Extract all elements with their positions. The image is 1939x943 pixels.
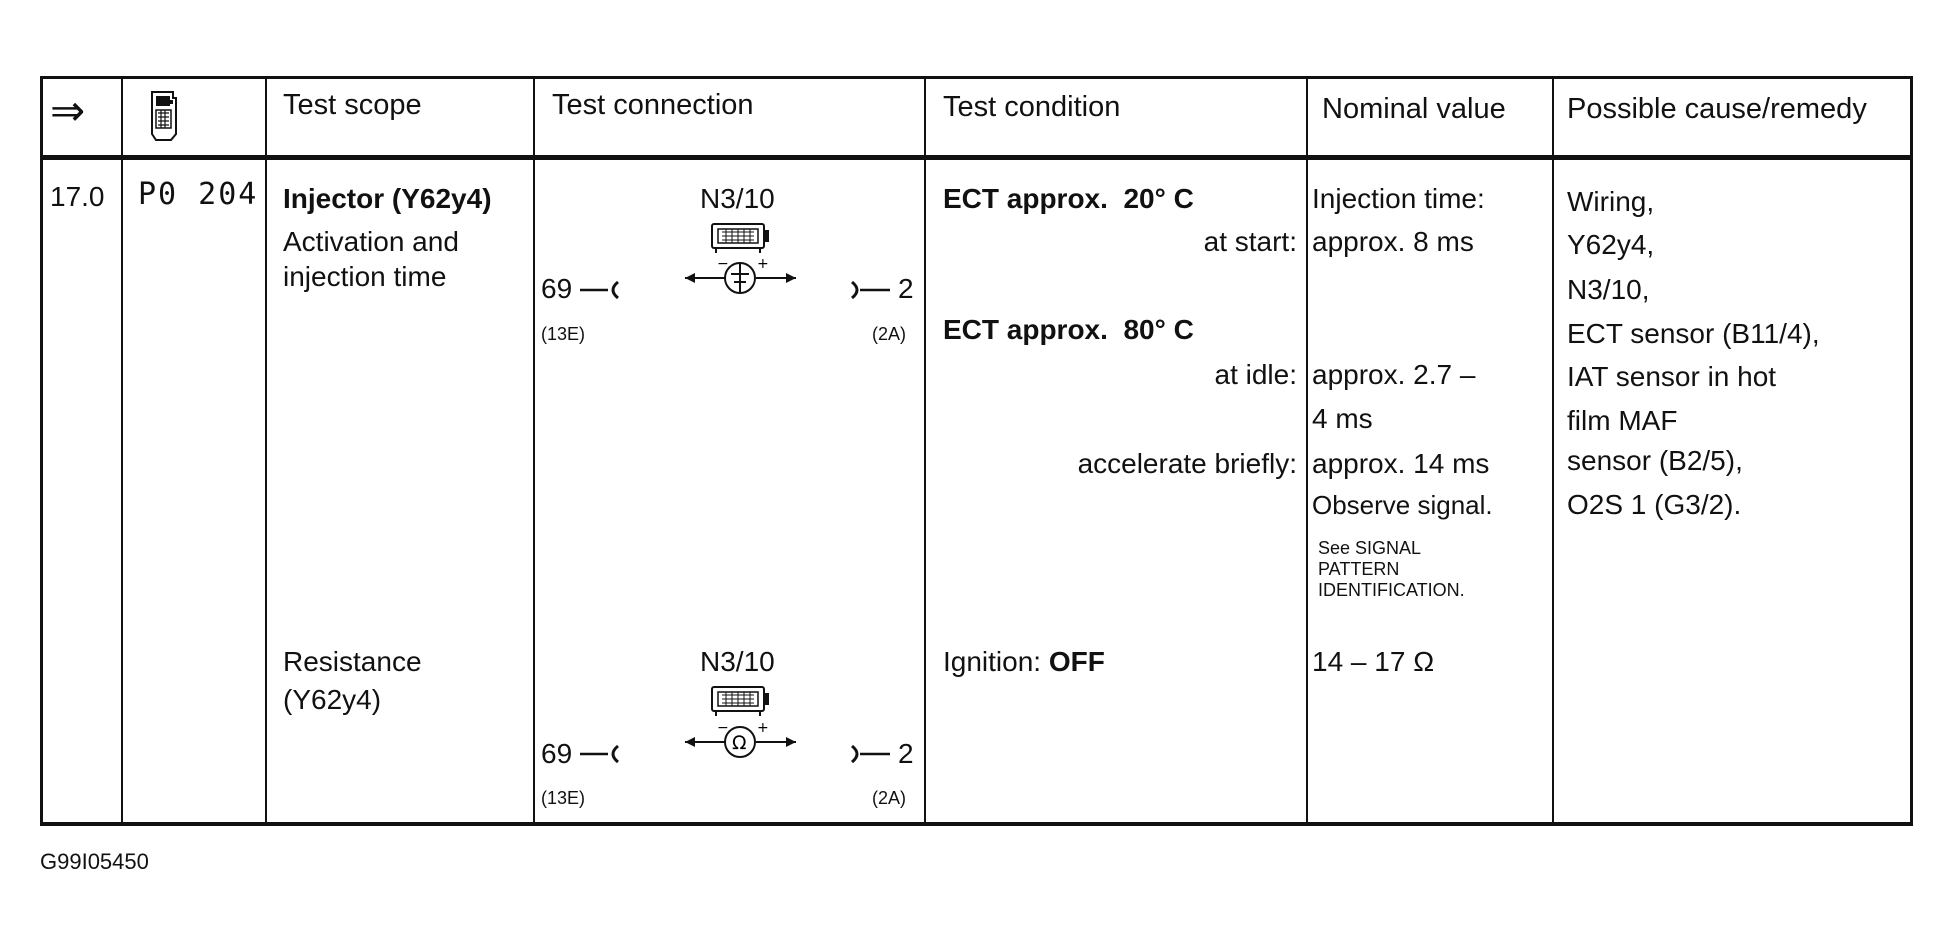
scope-line: Activation and bbox=[283, 226, 459, 257]
condition-ignition bbox=[943, 645, 1105, 679]
remedy-item: film MAF bbox=[1567, 405, 1678, 436]
arrow-header: ⇒ bbox=[50, 87, 86, 134]
scope-line: injection time bbox=[283, 261, 447, 292]
svg-text:+: + bbox=[757, 720, 769, 736]
condition-at-start: at start: bbox=[1203, 226, 1297, 257]
ignition-value: OFF bbox=[1048, 646, 1105, 677]
column-divider bbox=[121, 76, 123, 826]
header-test-scope: Test scope bbox=[283, 89, 422, 121]
condition-accelerate: accelerate briefly: bbox=[1077, 448, 1297, 479]
scope-resistance-sub: (Y62y4) bbox=[283, 684, 382, 715]
header-test-condition: Test condition bbox=[943, 91, 1121, 123]
remedy-item: ECT sensor (B11/4), bbox=[1567, 318, 1820, 349]
scope-title: Injector (Y62y4) bbox=[283, 183, 492, 214]
header-nominal-value: Nominal value bbox=[1322, 93, 1506, 125]
probe-left-icon bbox=[578, 740, 622, 766]
column-divider bbox=[533, 76, 535, 826]
scope-resistance: Resistance bbox=[283, 646, 422, 677]
connector-sub-left: (13E) bbox=[541, 324, 586, 344]
probe-left-icon bbox=[578, 276, 622, 302]
ecu-module-icon bbox=[708, 683, 770, 719]
ohmmeter-icon bbox=[683, 720, 798, 764]
connector-pin-right: 2 bbox=[898, 273, 914, 304]
connector-sub-right: (2A) bbox=[872, 324, 907, 344]
svg-text:+: + bbox=[757, 256, 769, 272]
remedy-item: N3/10, bbox=[1567, 274, 1650, 305]
column-divider bbox=[1306, 76, 1308, 826]
header-possible-cause: Possible cause/remedy bbox=[1567, 93, 1867, 125]
table-right-border bbox=[1910, 76, 1913, 826]
remedy-item: IAT sensor in hot bbox=[1567, 361, 1777, 392]
svg-text:Ω: Ω bbox=[732, 732, 747, 754]
nominal-resistance: 14 – 17 Ω bbox=[1312, 646, 1435, 677]
header-divider bbox=[40, 155, 1913, 160]
connector-pin-right: 2 bbox=[898, 738, 914, 769]
scan-tool-icon bbox=[149, 90, 179, 142]
remedy-item: Wiring, bbox=[1567, 186, 1655, 217]
condition-ect-80: ECT approx. 80° C bbox=[943, 314, 1194, 345]
connector-pin-left: 69 bbox=[541, 738, 573, 769]
ignition-label: Ignition: bbox=[943, 646, 1049, 677]
figure-id: G99I05450 bbox=[40, 849, 149, 874]
ecu-module-icon bbox=[708, 220, 770, 256]
probe-right-icon bbox=[848, 276, 892, 302]
remedy-item: Y62y4, bbox=[1567, 229, 1655, 260]
header-test-connection: Test connection bbox=[552, 89, 754, 121]
connection-module-label: N3/10 bbox=[700, 183, 775, 214]
nominal-see-note: See SIGNAL bbox=[1318, 538, 1422, 558]
svg-text:−: − bbox=[717, 720, 729, 736]
connector-pin-left: 69 bbox=[541, 273, 573, 304]
nominal-value: approx. 2.7 – bbox=[1312, 359, 1476, 390]
nominal-see-note: IDENTIFICATION. bbox=[1318, 580, 1465, 600]
fault-code: P0 204 bbox=[138, 177, 259, 212]
table-top-border bbox=[40, 76, 1913, 79]
connection-module-label: N3/10 bbox=[700, 646, 775, 677]
remedy-item: O2S 1 (G3/2). bbox=[1567, 489, 1742, 520]
column-divider bbox=[1552, 76, 1554, 826]
nominal-see-note: PATTERN bbox=[1318, 559, 1400, 579]
voltmeter-icon bbox=[683, 256, 798, 300]
column-divider bbox=[924, 76, 926, 826]
table-bottom-border bbox=[40, 822, 1913, 826]
condition-at-idle: at idle: bbox=[1214, 359, 1297, 390]
svg-text:−: − bbox=[717, 256, 729, 272]
nominal-value: 4 ms bbox=[1312, 403, 1373, 434]
nominal-value: approx. 8 ms bbox=[1312, 226, 1474, 257]
nominal-injection-time: Injection time: bbox=[1312, 183, 1485, 214]
condition-ect-20: ECT approx. 20° C bbox=[943, 183, 1194, 214]
step-number: 17.0 bbox=[50, 181, 105, 212]
remedy-item: sensor (B2/5), bbox=[1567, 445, 1743, 476]
table-left-border bbox=[40, 76, 43, 826]
nominal-observe: Observe signal. bbox=[1312, 490, 1493, 520]
probe-right-icon bbox=[848, 740, 892, 766]
nominal-value: approx. 14 ms bbox=[1312, 448, 1490, 479]
column-divider bbox=[265, 76, 267, 826]
connector-sub-right: (2A) bbox=[872, 788, 907, 808]
connector-sub-left: (13E) bbox=[541, 788, 586, 808]
